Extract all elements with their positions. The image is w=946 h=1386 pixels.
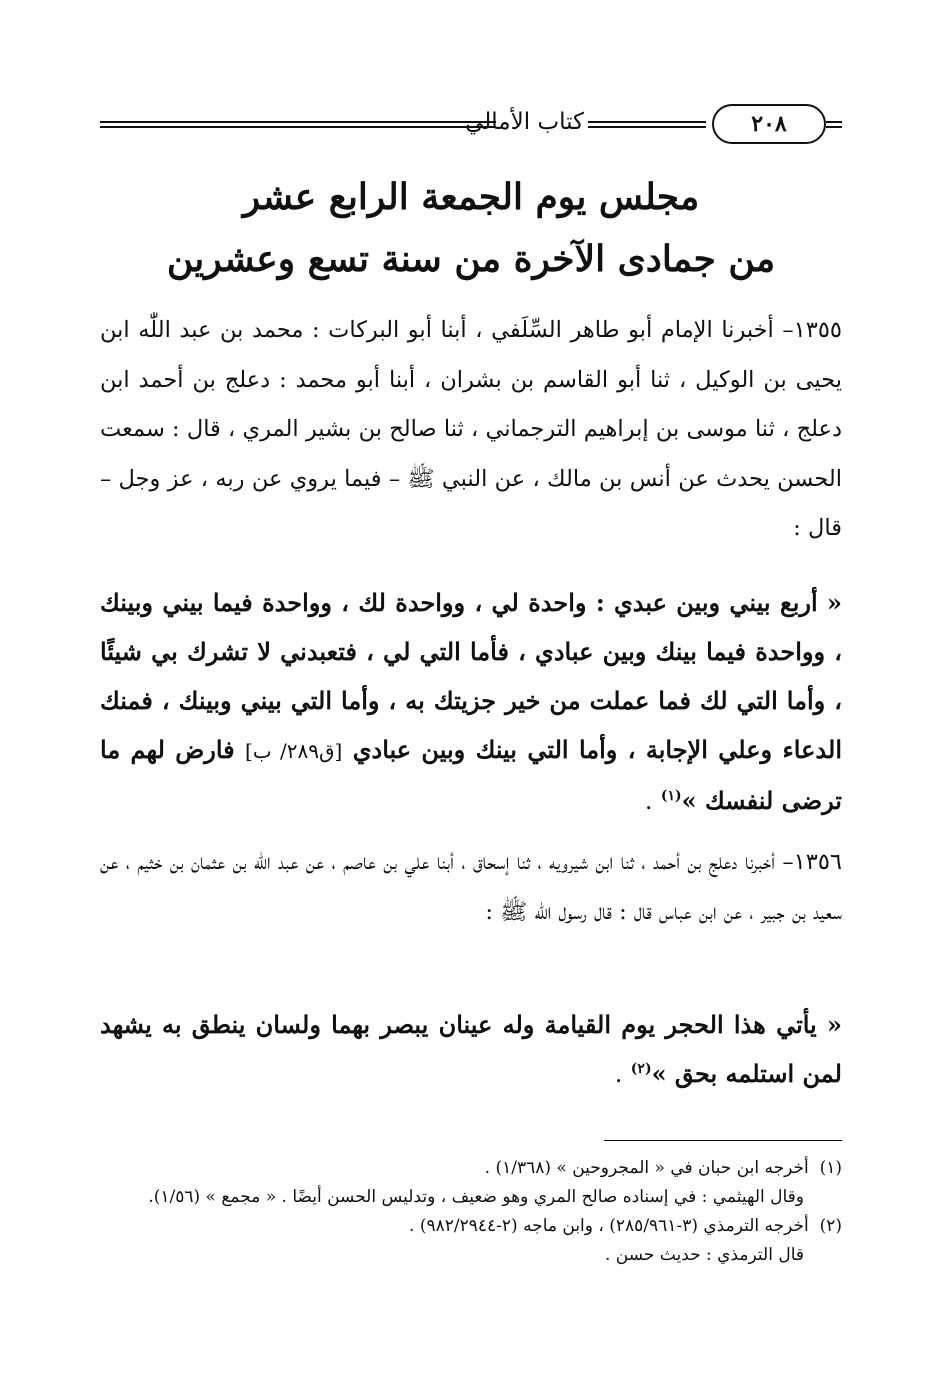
isnad-text: أخبرنا دعلج بن أحمد ، ثنا ابن شيرويه ، ثنا إسحاق ، أبنا علي بن عاصم ، عن عبد اللّٰه بن عثمان بن خثيم ، عن سعيد بن جبير ، عن ابن عباس قال : قال رسول اللّٰه ﷺ :	[100, 849, 842, 925]
isnad-text: أخبرنا الإمام أبو طاهر السِّلَفي ، أبنا أبو البركات : محمد بن عبد اللّٰه ابن يحيى بن الوكيل ، ثنا أبو القاسم بن بشران ، أبنا أبو محمد : دعلج بن أحمد ابن دعلج ، ثنا موسى بن إبراهيم الترجماني ، ثنا صالح بن بشير المري ، قال : سمعت الحسن يحدث عن أنس بن مالك ، عن النبي ﷺ – فيما يروي عن ربه ، عز وجل – قال :	[100, 317, 842, 541]
chapter-title	[100, 166, 842, 290]
hadith-text-1356	[100, 1000, 842, 1099]
chapter-title-line: من جمادى الآخرة من سنة تسع وعشرين	[166, 238, 776, 280]
full-stop: .	[644, 787, 653, 815]
page-number: ٢٠٨	[712, 104, 826, 144]
isnad-paragraph-1355	[100, 306, 842, 554]
chapter-title-line: مجلس يوم الجمعة الرابع عشر	[242, 176, 700, 218]
footnote-reference[interactable]: (٢)	[630, 1061, 652, 1077]
footnote-separator	[604, 1140, 842, 1141]
footnote-reference[interactable]: (١)	[660, 788, 682, 804]
hadith-text: « يأتي هذا الحجر يوم القيامة وله عينان يبصر بهما ولسان ينطق به يشهد لمن استلمه بحق »	[100, 1010, 842, 1088]
footnote-text: أخرجه ابن حبان في « المجروحين » (١/٣٦٨) .	[484, 1158, 809, 1178]
running-header	[100, 100, 842, 146]
footnotes	[100, 1154, 842, 1270]
running-title: كتاب الأمالي	[465, 109, 584, 135]
footnote-marker: (٢)	[819, 1216, 842, 1236]
footnote-line	[100, 1154, 842, 1183]
hadith-number: ١٣٥٥–	[782, 317, 842, 343]
footnote-text: قال الترمذي : حديث حسن .	[604, 1245, 804, 1265]
hadith-text: « أربع بيني وبين عبدي : واحدة لي ، وواحدة لك ، وواحدة فيما بيني وبينك ، وواحدة فيما بينك وبين عبادي ، فأما التي لي ، فتعبدني لا تشرك بي شيئًا ، وأما التي لك فما عملت من خير جزيتك به ، وأما التي بيني وبينك ، فمنك الدعاء وعلي الإجابة ، وأما التي بينك وبين عبادي	[100, 588, 843, 764]
footnote-line	[100, 1212, 842, 1241]
footnote-text: أخرجه الترمذي (٣-٢٨٥/٩٦١) ، وابن ماجه (٢-٩٨٢/٢٩٤٤) .	[409, 1216, 809, 1236]
footnote-marker: (١)	[819, 1158, 842, 1178]
hadith-text: فارض لهم ما ترضى لنفسك »	[100, 735, 842, 815]
hadith-text-1355	[100, 578, 842, 826]
footnote-line	[100, 1241, 842, 1270]
header-rule	[100, 121, 496, 128]
header-rule	[588, 121, 706, 128]
hadith-number: ١٣٥٦–	[782, 849, 842, 875]
manuscript-reference: [ق٢٨٩/ ب]	[245, 739, 343, 763]
footnote-text: وقال الهيثمي : في إسناده صالح المري وهو ضعيف ، وتدليس الحسن أيضًا . « مجمع » (١/٥٦).	[148, 1187, 804, 1207]
isnad-paragraph-1356	[100, 838, 842, 937]
full-stop: .	[614, 1060, 623, 1088]
footnote-line	[100, 1183, 842, 1212]
header-rule	[826, 121, 842, 128]
